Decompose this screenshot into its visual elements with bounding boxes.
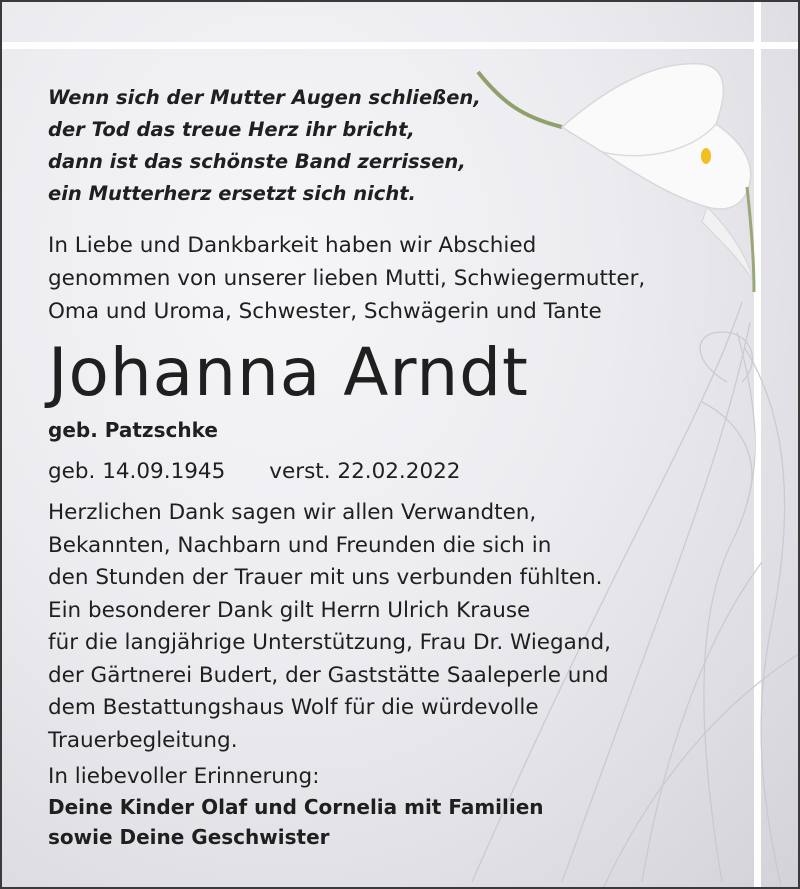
thanks-line: Ein besonderer Dank gilt Herrn Ulrich Krause [48,597,531,623]
intro-line: In Liebe und Dankbarkeit haben wir Abschied [48,233,537,258]
intro-line: Oma und Uroma, Schwester, Schwägerin und Tante [48,299,602,324]
life-dates [48,457,461,487]
deceased-name: Johanna Arndt [48,334,529,411]
death-date: verst. 22.02.2022 [269,459,461,484]
thanks-text [48,497,611,757]
thanks-line: dem Bestattungshaus Wolf für die würdevolle [48,695,539,720]
poem [48,82,481,210]
thanks-line: Trauerbegleitung. [48,727,238,753]
poem-line: ein Mutterherz ersetzt sich nicht. [48,182,416,205]
thanks-line: der Gärtnerei Budert, der Gaststätte Saaleperle und [48,662,609,688]
memory-line: In liebevoller Erinnerung: [48,764,320,789]
signature [48,792,544,852]
birth-date: geb. 14.09.1945 [48,459,226,484]
intro-line: genommen von unserer lieben Mutti, Schwiegermutter, [48,266,646,291]
thanks-line: Herzlichen Dank sagen wir allen Verwandten, [48,500,537,525]
intro-text [48,229,645,328]
thanks-line: Bekannten, Nachbarn und Freunden die sich in [48,532,552,558]
thanks-line: für die langjährige Unterstützung, Frau Dr. Wiegand, [48,630,611,655]
signature-line: sowie Deine Geschwister [48,825,330,849]
poem-line: dann ist das schönste Band zerrissen, [48,150,466,173]
spadix [701,148,711,164]
birth-name: geb. Patzschke [48,418,218,442]
signature-line: Deine Kinder Olaf und Cornelia mit Familien [48,795,544,819]
poem-line: der Tod das treue Herz ihr bricht, [48,118,415,141]
poem-line: Wenn sich der Mutter Augen schließen, [48,86,481,109]
thanks-line: den Stunden der Trauer mit uns verbunden fühlten. [48,565,603,590]
